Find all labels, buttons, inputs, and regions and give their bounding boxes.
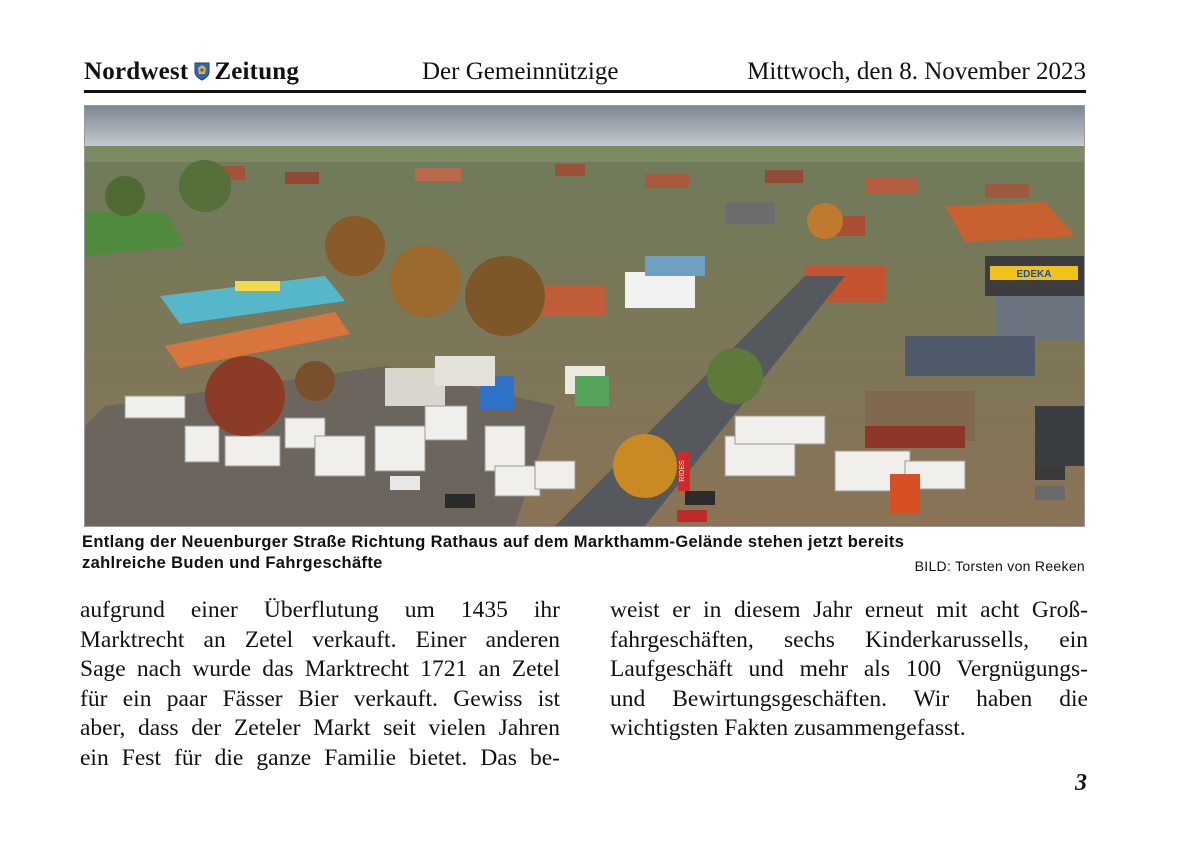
article-line: ein Fest für die ganze Familie bietet. Das be- [80,744,560,771]
store-sign-label: EDEKA [1016,269,1052,280]
photo-credit: BILD: Torsten von Reeken [914,558,1085,574]
brand-name-left: Nordwest [84,58,189,85]
newspaper-logo [84,58,299,86]
caption-line-1: Entlang der Neuenburger Straße Richtung Rathaus auf dem Markthamm-Gelände stehen jetzt bereits [82,533,905,551]
article-line: aufgrund einer Überflutung um 1435 ihr [80,597,560,623]
horizon-fields [85,146,1084,164]
photo-illustration [85,106,1084,526]
article-column-2 [610,596,1088,744]
page-number: 3 [1075,770,1087,796]
article-line: aber, dass der Zeteler Markt seit vielen Jahren [80,715,560,742]
sky [85,106,1084,148]
article-line: Laufgeschäft und mehr als 100 Vergnügungs- [610,656,1088,683]
article-line: wichtigsten Fakten zusammengefasst. [610,715,966,742]
article-line: Sage nach wurde das Marktrecht 1721 an Zetel [80,656,560,683]
brand-name-right: Zeitung [214,58,300,85]
red-truck [890,474,920,514]
rides-sign-label: RIDES [679,460,686,482]
section-title: Der Gemeinnützige [422,58,619,85]
coat-of-arms-icon [194,62,210,81]
issue-date: Mittwoch, den 8. November 2023 [747,58,1086,85]
article-line: für ein paar Fässer Bier verkauft. Gewiss ist [80,685,560,712]
caption-line-2: zahlreiche Buden und Fahrgeschäfte [82,554,383,572]
article-line: und Bewirtungsgeschäften. Wir haben die [610,685,1088,712]
masthead-rule [84,90,1086,93]
article-line: Marktrecht an Zetel verkauft. Einer anderen [80,626,560,653]
article-line: fahrgeschäften, sechs Kinderkarussells, ein [610,626,1088,653]
article-column-1 [80,596,560,774]
article-line: weist er in diesem Jahr erneut mit acht Groß- [610,597,1088,623]
fairground-aerial-photo [84,105,1085,527]
masthead [84,56,1086,90]
